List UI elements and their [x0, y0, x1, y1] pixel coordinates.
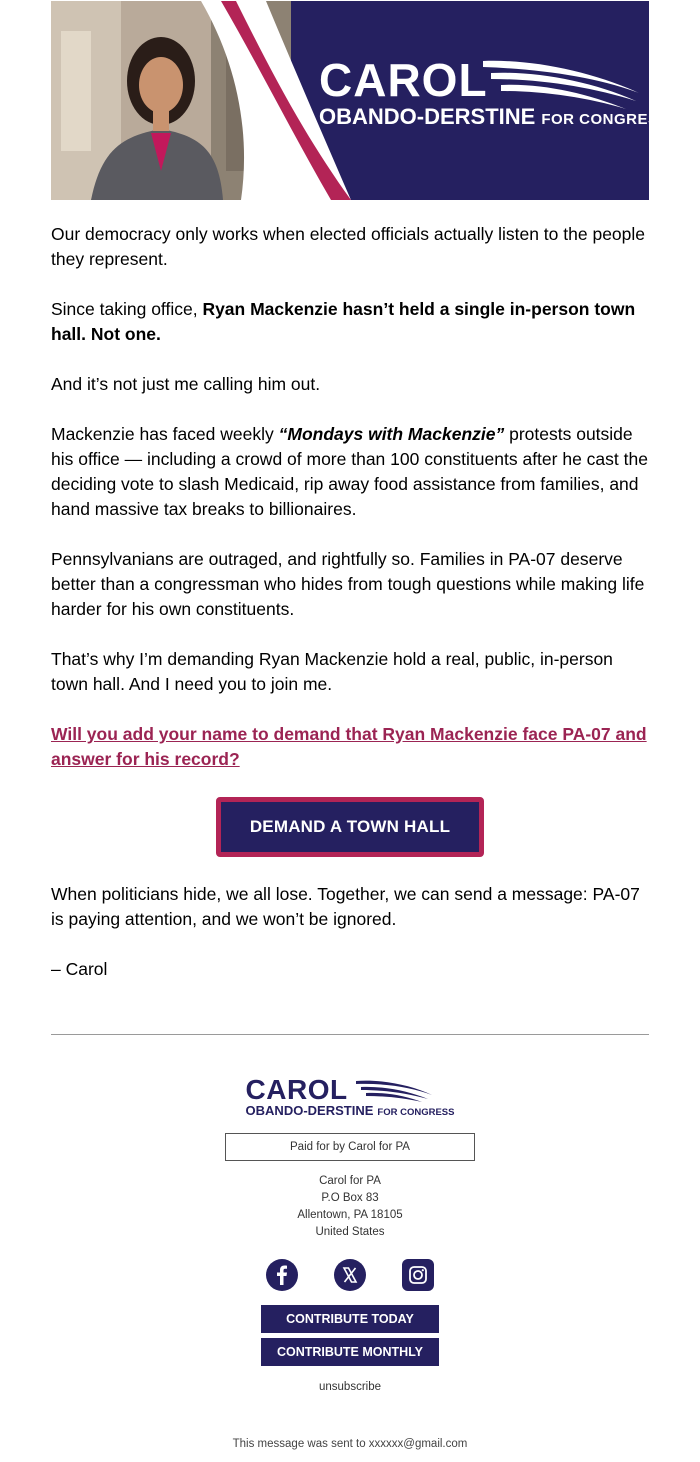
- footer-logo-surname: OBANDO-DERSTINE: [245, 1103, 374, 1118]
- demand-town-hall-button[interactable]: DEMAND A TOWN HALL: [216, 797, 484, 857]
- paragraph-2-bold: Ryan Mackenzie hasn’t held a single in-person town hall. Not one.: [51, 299, 636, 344]
- paragraph-4-emphasis: “Mondays with Mackenzie”: [278, 424, 505, 444]
- mailing-address: [51, 1173, 649, 1241]
- paragraph-2: [51, 297, 649, 347]
- header-banner: [51, 1, 670, 200]
- paragraph-6: That’s why I’m demanding Ryan Mackenzie hold a real, public, in-person town hall. And I need you to join me.: [51, 649, 613, 694]
- footer-flag-graphic: [356, 1077, 432, 1103]
- footer-logo-subtitle: [246, 1103, 455, 1121]
- paragraph-3: And it’s not just me calling him out.: [51, 374, 321, 394]
- signoff: – Carol: [51, 959, 108, 979]
- paragraph-2-start: Since taking office,: [51, 299, 203, 319]
- paragraph-5: Pennsylvanians are outraged, and rightfully so. Families in PA-07 deserve better than a congressman who hides from tough questions while making life harder for his own constituents.: [51, 549, 645, 619]
- address-line-2: P.O Box 83: [321, 1192, 379, 1204]
- address-line-3: Allentown, PA 18105: [297, 1209, 403, 1221]
- footer-logo: [245, 1074, 455, 1121]
- email-container: [51, 1, 670, 1450]
- social-links: [51, 1259, 649, 1291]
- contribute-today-button[interactable]: CONTRIBUTE TODAY: [261, 1305, 439, 1333]
- sent-to-notice: This message was sent to xxxxxx@gmail.com: [232, 1438, 468, 1450]
- paragraph-4-end: protests outside his office — including a crowd of more than 100 constituents after he cast the deciding vote to slash Medicaid, rip away food assistance from families, and hand massive tax breaks to billionaires.: [51, 424, 648, 519]
- paragraph-4-start: Mackenzie has faced weekly: [51, 424, 279, 444]
- address-line-1: Carol for PA: [319, 1175, 381, 1187]
- paragraph-7: When politicians hide, we all lose. Together, we can send a message: PA-07 is paying attention, and we won’t be ignored.: [51, 884, 640, 929]
- campaign-logo: [319, 54, 670, 134]
- email-body: [51, 222, 649, 982]
- paid-for-disclaimer: Paid for by Carol for PA: [225, 1133, 475, 1161]
- logo-for-congress: FOR CONGRESS: [541, 111, 670, 128]
- instagram-icon[interactable]: [402, 1259, 434, 1291]
- address-line-4: United States: [315, 1226, 385, 1238]
- x-icon[interactable]: [334, 1259, 366, 1291]
- facebook-icon[interactable]: [266, 1259, 298, 1291]
- petition-link[interactable]: Will you add your name to demand that Ryan Mackenzie face PA-07 and answer for his record?: [51, 724, 647, 769]
- paragraph-4: [51, 422, 649, 522]
- contribute-monthly-button[interactable]: CONTRIBUTE MONTHLY: [261, 1338, 439, 1366]
- footer: [51, 1035, 649, 1450]
- logo-subtitle: [319, 103, 670, 134]
- footer-logo-name: CAROL: [245, 1074, 348, 1105]
- footer-logo-for-congress: FOR CONGRESS: [377, 1107, 455, 1118]
- logo-name: CAROL: [319, 54, 488, 106]
- paragraph-1: Our democracy only works when elected officials actually listen to the people they represent.: [51, 224, 646, 269]
- logo-surname: OBANDO-DERSTINE: [319, 104, 536, 129]
- unsubscribe-link[interactable]: unsubscribe: [318, 1381, 381, 1393]
